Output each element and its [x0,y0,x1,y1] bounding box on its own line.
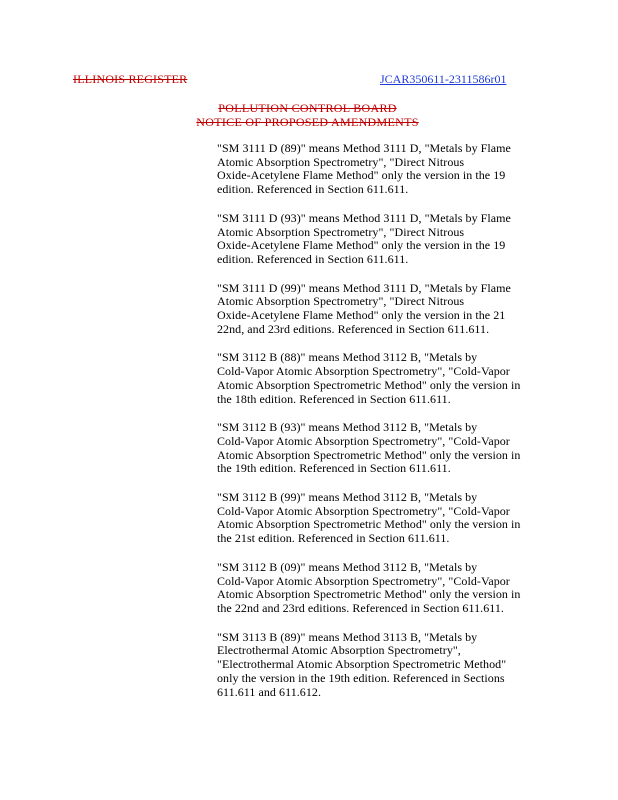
definition-entry [217,212,547,267]
definition-entry [217,142,547,197]
entry-line: Atomic Absorption Spectrometry", "Direct Nitrous [217,294,465,309]
definition-entry [217,351,547,406]
entry-line: Cold-Vapor Atomic Absorption Spectrometry", "Cold-Vapor [217,503,510,518]
entry-line: Atomic Absorption Spectrometry", "Direct Nitrous [217,154,465,169]
entry-line: edition. Referenced in Section 611.611. [217,182,409,197]
entry-line: "SM 3112 B (09)" means Method 3112 B, "Metals by [217,559,478,574]
definition-entry [217,282,547,337]
entry-line: the 19th edition. Referenced in Section 611.611. [217,461,451,476]
entry-line: 22nd, and 23rd editions. Referenced in Section 611.611. [217,321,490,336]
entry-line: edition. Referenced in Section 611.611. [217,251,409,266]
definition-entry [217,631,547,700]
entry-line: "SM 3111 D (93)" means Method 3111 D, "Metals by Flame [217,210,511,225]
entry-line: Cold-Vapor Atomic Absorption Spectrometry", "Cold-Vapor [217,433,510,448]
entry-line: Electrothermal Atomic Absorption Spectrometry", [217,643,461,658]
entry-line: Cold-Vapor Atomic Absorption Spectrometry", "Cold-Vapor [217,364,510,379]
entry-line: Oxide-Acetylene Flame Method" only the version in the 19 [217,238,506,253]
definition-entry [217,561,547,616]
entry-line: Atomic Absorption Spectrometry", "Direct Nitrous [217,224,465,239]
entry-line: "SM 3112 B (93)" means Method 3112 B, "Metals by [217,420,478,435]
entry-line: "SM 3112 B (99)" means Method 3112 B, "Metals by [217,490,478,505]
entry-line: Oxide-Acetylene Flame Method" only the version in the 19 [217,168,506,183]
document-id: JCAR350611-2311586r01 [380,72,507,86]
agency-title: POLLUTION CONTROL BOARD [218,101,397,115]
definition-entry [217,421,547,476]
entry-line: "SM 3111 D (89)" means Method 3111 D, "Metals by Flame [217,141,511,155]
entry-line: "SM 3111 D (99)" means Method 3111 D, "Metals by Flame [217,280,511,295]
entry-line: Atomic Absorption Spectrometric Method" only the version in [217,587,521,602]
definition-entry [217,491,547,546]
entry-line: only the version in the 19th edition. Referenced in Sections [217,670,505,685]
entry-line: Atomic Absorption Spectrometric Method" only the version in [217,447,521,462]
entry-line: "SM 3112 B (88)" means Method 3112 B, "Metals by [217,350,478,365]
register-header: ILLINOIS REGISTER [73,72,188,86]
entry-line: Atomic Absorption Spectrometric Method" only the version in [217,377,521,392]
entry-line: Atomic Absorption Spectrometric Method" only the version in [217,517,521,532]
definition-list [217,142,547,714]
entry-line: Cold-Vapor Atomic Absorption Spectrometry", "Cold-Vapor [217,573,510,588]
entry-line: 611.611 and 611.612. [217,684,321,699]
entry-line: Oxide-Acetylene Flame Method" only the version in the 21 [217,308,506,323]
entry-line: "Electrothermal Atomic Absorption Spectrometric Method" [217,657,507,672]
notice-title: NOTICE OF PROPOSED AMENDMENTS [196,115,419,129]
entry-line: the 22nd and 23rd editions. Referenced in Section 611.611. [217,600,504,615]
entry-line: the 21st edition. Referenced in Section 611.611. [217,531,450,546]
entry-line: the 18th edition. Referenced in Section 611.611. [217,391,451,406]
entry-line: "SM 3113 B (89)" means Method 3113 B, "Metals by [217,629,478,644]
